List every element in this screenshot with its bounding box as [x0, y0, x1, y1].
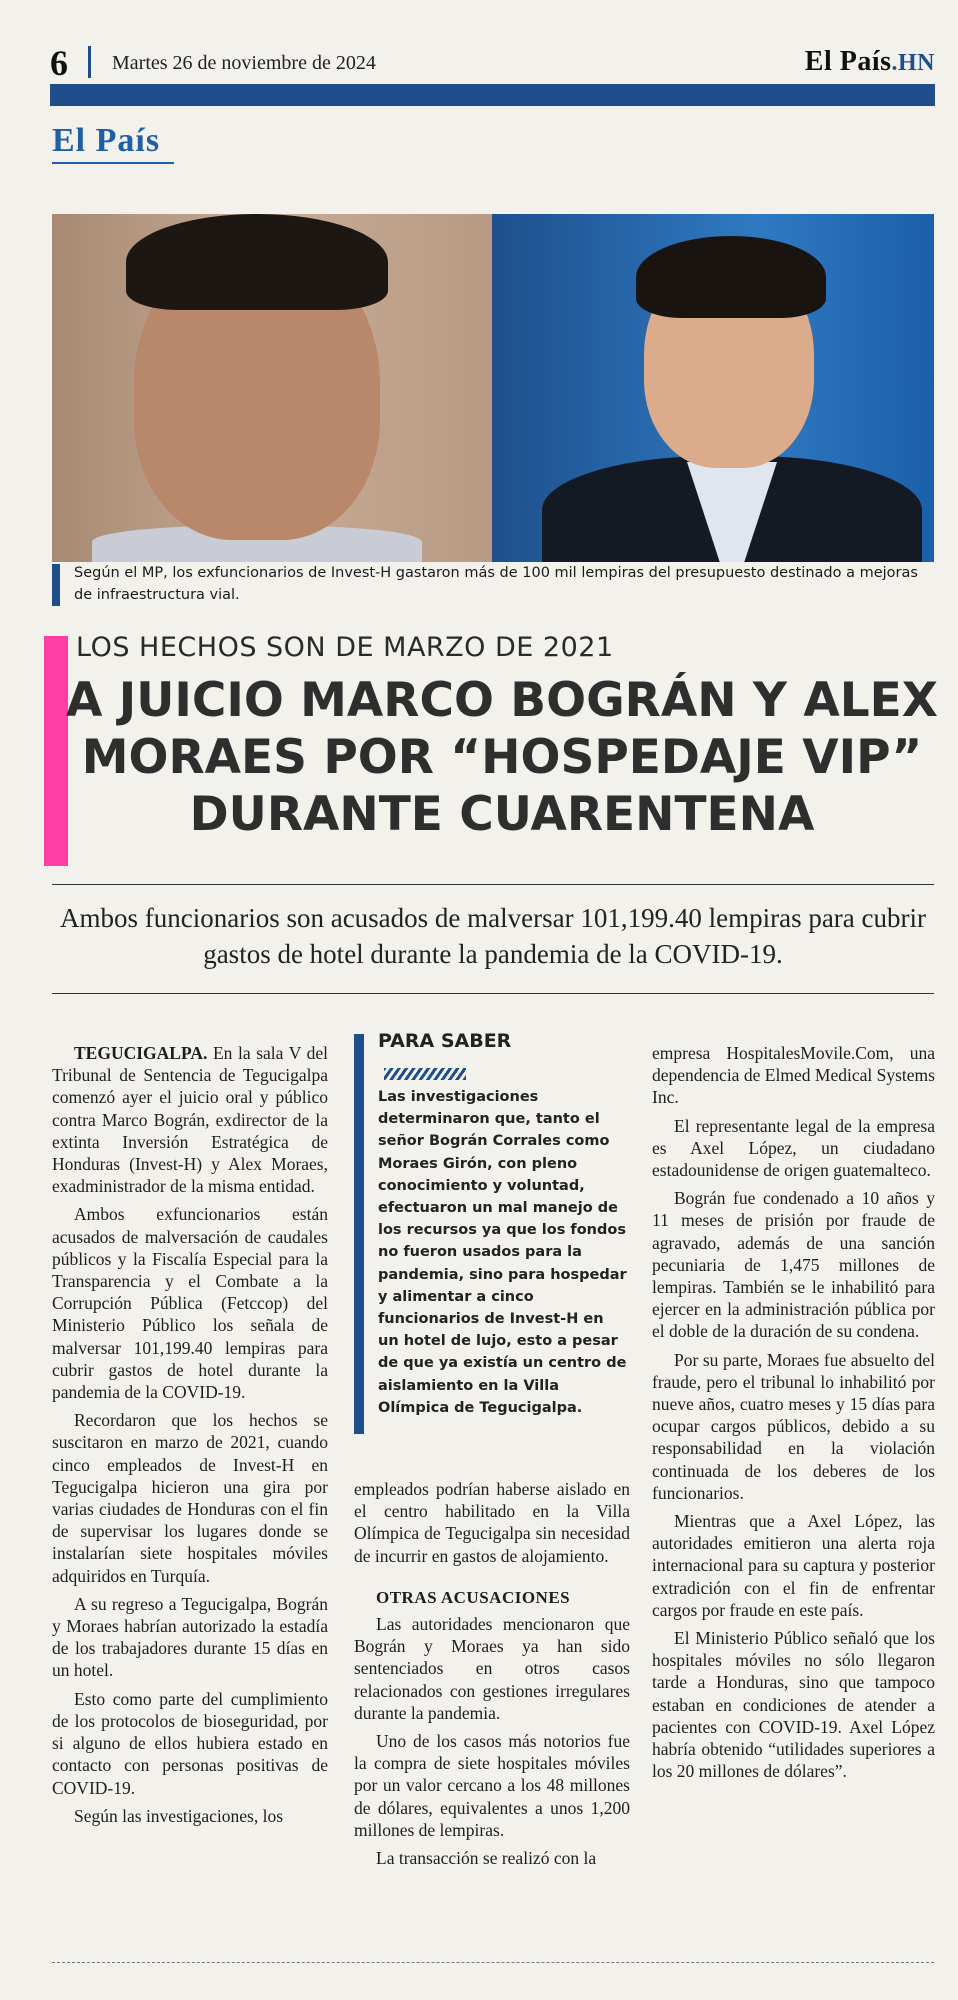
article-column-3: [652, 1042, 935, 1789]
article-photo: [52, 214, 934, 562]
paragraph: El Ministerio Público señaló que los hospitales móviles no sólo llegaron tarde a Honduras, sino que tampoco estaban en condiciones de atender a pacientes con COVID-19. Axel López habría obtenido “utilidades superiores a los 20 millones de dólares”.: [652, 1628, 935, 1782]
subheading: OTRAS ACUSACIONES: [376, 1587, 571, 1607]
photo-caption: [52, 560, 934, 612]
article-column-2: [354, 1478, 630, 1875]
newspaper-logo: [805, 46, 935, 78]
paragraph: TEGUCIGALPA. En la sala V del Tribunal de Sentencia de Tegucigalpa comenzó ayer el juicio oral y público contra Marco Bográn, exdirector de la extinta Inversión Estratégica de Honduras (Invest-H) y Alex Moraes, exadministrador de la misma entidad.: [52, 1043, 328, 1197]
headline: A JUICIO MARCO BOGRÁN Y ALEX MORAES POR “HOSPEDAJE VIP” DURANTE CUARENTENA: [65, 673, 938, 842]
header-color-bar: [50, 84, 935, 106]
kicker: LOS HECHOS SON DE MARZO DE 2021: [76, 632, 614, 663]
section-underline: [52, 162, 174, 164]
sidebar-text: Las investigaciones determinaron que, tanto el señor Bográn Corrales como Moraes Girón, con pleno conocimiento y voluntad, efectuaron un mal manejo de los recursos ya que los fondos no fueron usados para la pandemia, sino para hospedar y alimentar a cinco funcionarios de Invest-H en un hotel de lujo, esto a pesar de que ya existía un centro de aislamiento en la Villa Olímpica de Tegucigalpa.: [378, 1089, 627, 1416]
paragraph: El representante legal de la empresa es Axel López, un ciudadano estadounidense de origen guatemalteco.: [652, 1115, 935, 1181]
header-divider: [88, 46, 91, 78]
divider: [52, 884, 934, 885]
article-column-1: [52, 1042, 328, 1833]
page-header: [50, 38, 935, 82]
dateline: TEGUCIGALPA.: [74, 1043, 208, 1063]
caption-text: Según el MP, los exfuncionarios de Invest-H gastaron más de 100 mil lempiras del presupuesto destinado a mejoras de infraestructura vial.: [74, 565, 918, 603]
paragraph: Recordaron que los hechos se suscitaron en marzo de 2021, cuando cinco empleados de Invest-H en Tegucigalpa hicieron una gira por varias ciudades de Honduras con el fin de supervisar los lugares donde se instalarían siete hospitales móviles adquiridos en Turquía.: [52, 1410, 328, 1586]
paragraph: Las autoridades mencionaron que Bográn y Moraes ya han sido sentenciados en otros casos relacionados con gestiones irregulares durante la pandemia.: [354, 1614, 630, 1723]
paragraph: Bográn fue condenado a 10 años y 11 meses de prisión por fraude de agravado, además de una sanción pecuniaria de 1,475 millones de lempiras. También se le inhabilitó para ejercer en la administración pública por el doble de la duración de su condena.: [652, 1188, 935, 1342]
issue-date: Martes 26 de noviembre de 2024: [112, 52, 376, 74]
photo-alex-moraes: [492, 214, 934, 562]
paragraph: Mientras que a Axel López, las autoridades emitieron una alerta roja internacional para su captura y posterior extradición con el fin de enfrentar cargos por fraude en este país.: [652, 1511, 935, 1620]
sidebar-title: PARA SABER: [378, 1030, 512, 1052]
paragraph: empresa HospitalesMovile.Com, una dependencia de Elmed Medical Systems Inc.: [652, 1043, 935, 1108]
paragraph: Según las investigaciones, los: [74, 1805, 284, 1826]
paragraph: La transacción se realizó con la: [376, 1848, 597, 1869]
sidebar-bar: [354, 1034, 364, 1434]
caption-bar: [52, 564, 60, 606]
page-footer-rule: [52, 1962, 934, 1964]
paragraph: Uno de los casos más notorios fue la compra de siete hospitales móviles por un valor cercano a los 48 millones de dólares, equivalentes a unos 1,200 millones de lempiras.: [354, 1731, 630, 1840]
hatch-ornament: [384, 1068, 466, 1080]
paragraph: A su regreso a Tegucigalpa, Bográn y Moraes habrían autorizado la estadía de los trabajadores durante 15 días en un hotel.: [52, 1593, 328, 1681]
paragraph: empleados podrían haberse aislado en el centro habilitado en la Villa Olímpica de Tegucigalpa sin necesidad de incurrir en gastos de alojamiento.: [354, 1479, 630, 1566]
sidebar-box: [354, 1030, 634, 1434]
divider: [52, 993, 934, 994]
paragraph: Ambos exfuncionarios están acusados de malversación de caudales públicos y la Fiscalía Especial para la Transparencia y el Combate a la Corrupción Pública (Fetccop) del Ministerio Público los señala de malversar 101,199.40 lempiras para cubrir gastos de hotel durante la pandemia de la COVID-19.: [52, 1204, 328, 1403]
section-title: El País: [52, 122, 161, 159]
page-number: 6: [50, 43, 68, 83]
paragraph: Por su parte, Moraes fue absuelto del fraude, pero el tribunal lo inhabilitó por nueve años, cuatro meses y 15 días para ocupar cargos públicos, debido a su responsabilidad en la violación continuada de los deberes de los funcionarios.: [652, 1349, 935, 1503]
deck: Ambos funcionarios son acusados de malversar 101,199.40 lempiras para cubrir gastos de hotel durante la pandemia de la COVID-19.: [59, 903, 927, 969]
photo-marco-bogran: [52, 214, 492, 562]
paragraph: Esto como parte del cumplimiento de los protocolos de bioseguridad, por si alguno de ellos hubiera estado en contacto con personas positivas de COVID-19.: [52, 1688, 328, 1798]
brand-suffix: .HN: [891, 50, 935, 76]
brand-name: El País: [804, 46, 892, 77]
